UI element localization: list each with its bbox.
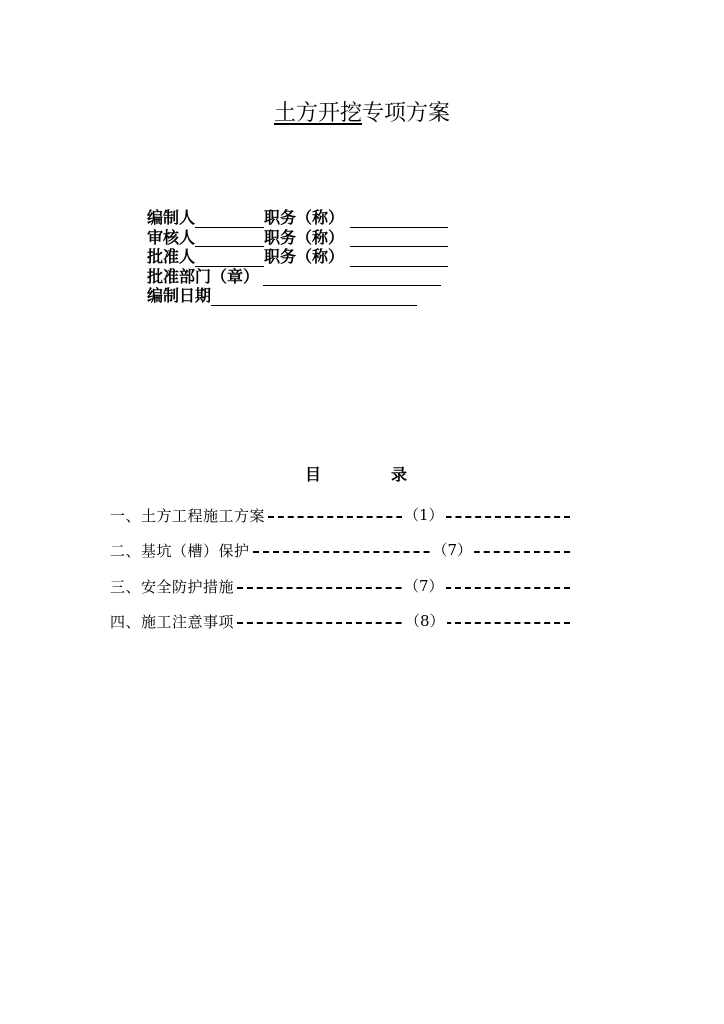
toc-heading [305, 464, 407, 486]
toc-entry-label: 三、安全防护措施 [110, 577, 235, 596]
approver-name-blank[interactable] [195, 252, 264, 267]
signoff-row-date [147, 286, 448, 306]
toc-heading-right: 录 [391, 465, 408, 484]
compiler-position-blank[interactable] [350, 213, 448, 228]
toc-entry-page: （7） [432, 541, 473, 559]
title-underlined-part: 土方开挖 [273, 101, 362, 126]
toc-leader [237, 576, 570, 595]
signoff-row-approver [147, 247, 448, 267]
toc-heading-left: 目 [305, 465, 322, 484]
signoff-block [147, 208, 448, 306]
reviewer-name-blank[interactable] [195, 232, 264, 247]
signoff-row-dept [147, 267, 448, 287]
date-blank[interactable] [211, 291, 417, 306]
toc-leader [268, 505, 570, 524]
approver-position-blank[interactable] [350, 252, 448, 267]
title-rest-part: 专项方案 [362, 101, 451, 126]
dept-blank[interactable] [263, 271, 441, 286]
document-title [0, 98, 724, 130]
signoff-row-compiler [147, 208, 448, 228]
reviewer-position-blank[interactable] [350, 232, 448, 247]
toc-entry[interactable] [110, 502, 570, 528]
approver-label: 批准人 [147, 247, 196, 266]
compiler-name-blank[interactable] [195, 213, 264, 228]
toc-entry-label: 二、基坑（槽）保护 [110, 542, 250, 560]
toc-entry[interactable] [110, 538, 570, 564]
toc-leader [253, 541, 570, 559]
toc-entry-label: 四、施工注意事项 [110, 613, 235, 631]
approver-position-label: 职务（称） [264, 247, 345, 266]
toc-entry-page: （1） [404, 505, 444, 524]
toc-entry[interactable] [110, 573, 570, 599]
toc-entry-page: （7） [404, 576, 444, 595]
compiler-position-label: 职务（称） [264, 208, 345, 227]
reviewer-label: 审核人 [147, 227, 196, 247]
date-label: 编制日期 [147, 286, 212, 305]
toc-entry[interactable] [110, 609, 570, 635]
toc-entry-label: 一、土方工程施工方案 [110, 506, 266, 525]
reviewer-position-label: 职务（称） [264, 227, 345, 247]
table-of-contents [110, 502, 570, 644]
compiler-label: 编制人 [147, 208, 196, 227]
toc-entry-page: （8） [405, 612, 445, 630]
dept-label: 批准部门（章） [147, 266, 260, 286]
signoff-row-reviewer [147, 228, 448, 248]
toc-leader [237, 612, 570, 630]
